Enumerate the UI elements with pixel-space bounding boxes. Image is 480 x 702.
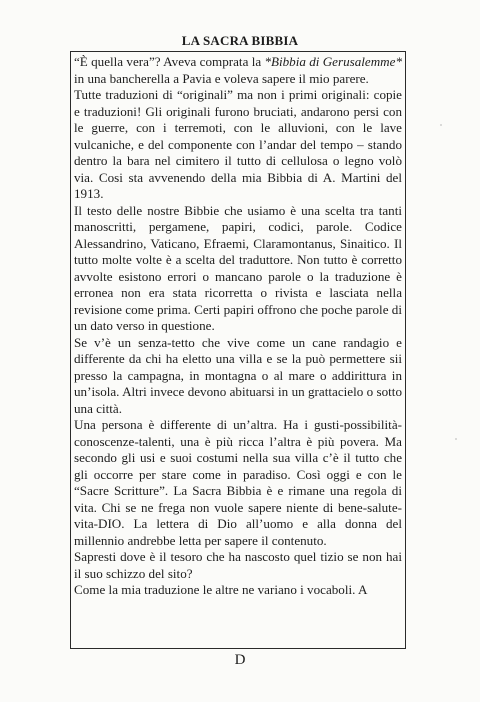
book-title-italic: *Bibbia di Gerusalemme* <box>264 54 402 69</box>
paragraph-5: Una persona è differente di un’altra. Ha i gusti-possibilità-conoscenze-talenti, una è più ricca l’altra è più povera. Ma secondo gli usi e suoi costumi nella sua villa c’è il tutto che gli occorre per stare come in paradiso. Così oggi e con le “Sacre Scritture”. La Sacra Bibbia è e rimane una regola di vita. Chi se ne frega non vuole sapere niente di bene-salute-vita-DIO. La lettera di Dio all’uomo e alla donna del millennio andrebbe letta per sapere il contenuto. <box>74 417 402 548</box>
paragraph-2: Tutte traduzioni di “originali” ma non i primi originali: copie e traduzioni! Gli originali furono bruciati, andarono persi con le guerre, con i terremoti, con le alluvioni, con le lave vulcaniche, e del componente con l’andar del tempo – stando dentro la bara nel cimitero il tutto di cellulosa o legno volò via. Cosi sta avvenendo della mia Bibbia di A. Martini del 1913. <box>74 87 402 201</box>
paragraph-7: Come la mia traduzione le altre ne variano i vocaboli. A <box>74 582 368 597</box>
paragraph-4: Se v’è un senza-tetto che vive come un cane randagio e differente da chi ha eletto una villa e se la può permettere sii presso la campagna, in montagna o al mare o addirittura in un’isola. Altri invece devono abituarsi in un grattacielo o sotto una città. <box>74 334 402 416</box>
paragraph-3: Il testo delle nostre Bibbie che usiamo è una scelta tra tanti manoscritti, pergamene, papiri, codici, parole. Codice Alessandrino, Vaticano, Efraemi, Claramontanus, Sinaitico. Il tutto molte volte è a scelta del traduttore. Non tutto è corretto avvolte esistono errori o mancano parole o la traduzione è erronea non era stata ricorretta o rivista e lasciata nella revisione come prima. Certi papiri offrono che poche parole di un dato verso in questione. <box>74 202 402 333</box>
page-title: LA SACRA BIBBIA <box>181 33 299 48</box>
paragraph-1-lead: “È quella vera”? Aveva comprata la <box>74 54 265 69</box>
paper-speck <box>455 438 457 440</box>
text-frame <box>70 51 406 649</box>
paragraph-1-rest: in una bancherella a Pavia e voleva sapere il mio parere. <box>74 70 369 86</box>
page-letter: D <box>234 652 246 668</box>
paragraph-1 <box>74 54 402 87</box>
paragraph-6: Sapresti dove è il tesoro che ha nascosto quel tizio se non hai il suo schizzo del sito? <box>74 549 402 581</box>
paper-speck <box>440 124 442 126</box>
